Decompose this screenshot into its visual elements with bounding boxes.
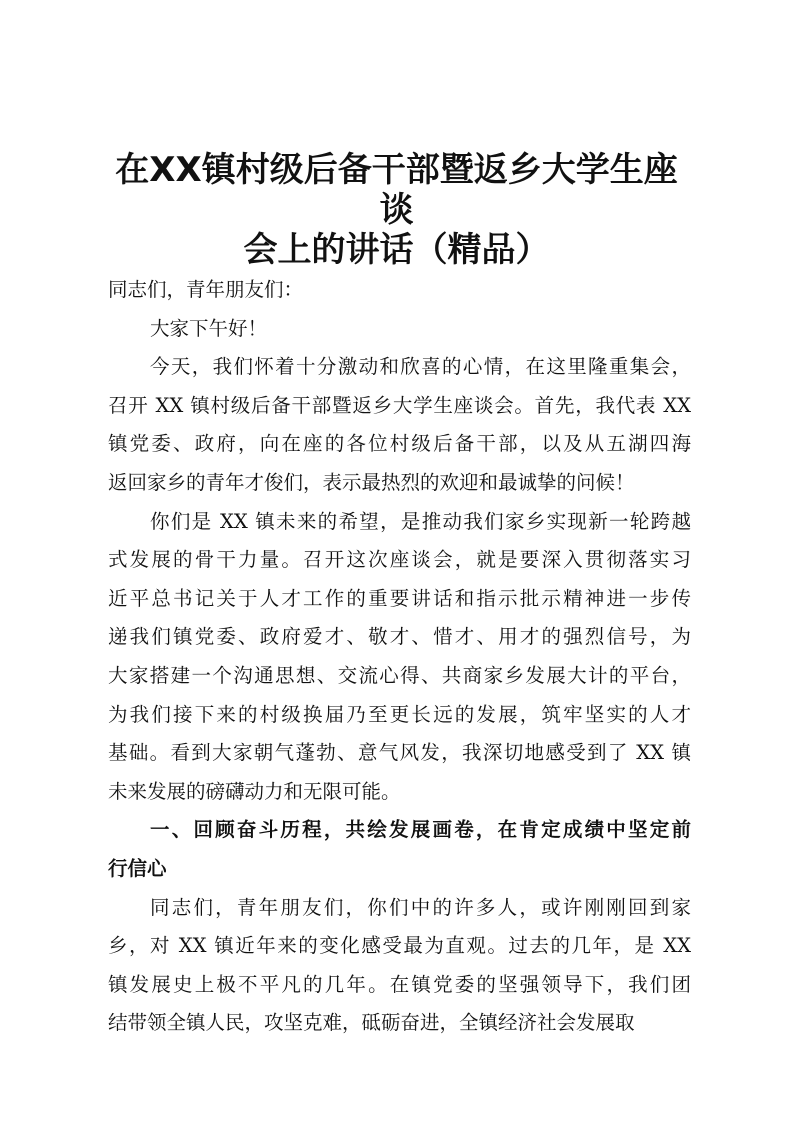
text-line: 近平总书记关于人才工作的重要讲话和指示批示精神进一步传 [108, 586, 691, 610]
paragraph [108, 310, 691, 349]
text-line: 大家搭建一个沟通思想、交流心得、共商家乡发展大计的平台， [108, 663, 691, 687]
paragraph [108, 503, 691, 812]
text-line: 结带领全镇人民，攻坚克难，砥砺奋进，全镇经济社会发展取 [108, 1011, 635, 1035]
text-line: 乡，对 XX 镇近年来的变化感受最为直观。过去的几年，是 XX [108, 934, 691, 958]
title-line: 在XX镇村级后备干部暨返乡大学生座谈 [115, 150, 678, 230]
text-line: 你们是 XX 镇未来的希望，是推动我们家乡实现新一轮跨越 [150, 509, 691, 533]
title-line: 会上的讲话（精品） [243, 230, 550, 270]
paragraph [108, 348, 691, 502]
section-heading [108, 811, 691, 888]
document-body [108, 271, 691, 1043]
text-line: 大家下午好！ [150, 316, 268, 340]
text-line: 一、回顾奋斗历程，共绘发展画卷，在肯定成绩中坚定前 [150, 818, 691, 842]
text-line: 未来发展的磅礴动力和无限可能。 [108, 779, 401, 803]
text-line: 递我们镇党委、政府爱才、敬才、惜才、用才的强烈信号，为 [108, 625, 691, 649]
paragraph [108, 271, 691, 310]
text-line: 行信心 [108, 856, 167, 880]
text-line: 召开 XX 镇村级后备干部暨返乡大学生座谈会。首先，我代表 XX [108, 393, 691, 417]
text-line: 为我们接下来的村级换届乃至更长远的发展，筑牢坚实的人才 [108, 702, 691, 726]
text-line: 返回家乡的青年才俊们，表示最热烈的欢迎和最诚挚的问候！ [108, 470, 635, 494]
text-line: 今天，我们怀着十分激动和欣喜的心情，在这里隆重集会， [150, 355, 691, 379]
text-line: 式发展的骨干力量。召开这次座谈会，就是要深入贯彻落实习 [108, 548, 691, 572]
paragraph [108, 889, 691, 1043]
text-line: 镇党委、政府，向在座的各位村级后备干部，以及从五湖四海 [108, 432, 691, 456]
document-title [100, 150, 693, 270]
text-line: 镇发展史上极不平凡的几年。在镇党委的坚强领导下，我们团 [108, 972, 691, 996]
text-line: 基础。看到大家朝气蓬勃、意气风发，我深切地感受到了 XX 镇 [108, 741, 691, 765]
text-line: 同志们，青年朋友们： [108, 278, 304, 301]
text-line: 同志们，青年朋友们，你们中的许多人，或许刚刚回到家 [150, 895, 691, 919]
